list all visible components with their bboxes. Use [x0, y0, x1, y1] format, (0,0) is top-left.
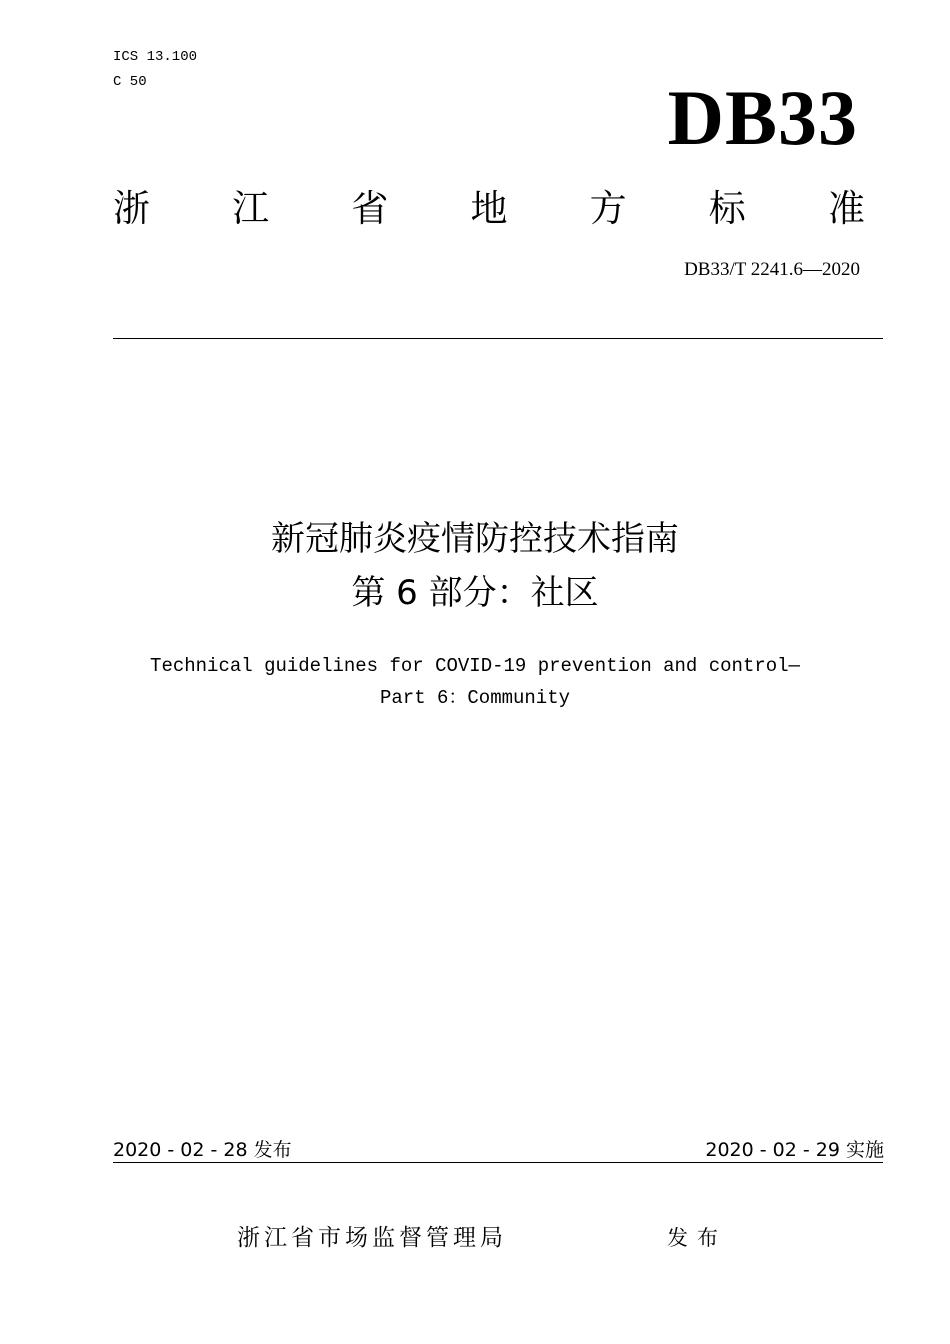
- standard-type-char: 方: [589, 187, 627, 230]
- db33-logo: DB33: [667, 74, 858, 161]
- standard-type-char: 省: [351, 187, 389, 230]
- implementation-date: 2020 - 02 - 29 实施: [705, 1139, 884, 1161]
- title-chinese-line1: 新冠肺炎疫情防控技术指南: [271, 519, 679, 559]
- header-divider: [113, 338, 883, 339]
- standard-number: DB33/T 2241.6—2020: [684, 259, 860, 280]
- standard-type-char: 江: [232, 187, 270, 230]
- ics-code: ICS 13.100: [113, 49, 198, 65]
- standard-type-heading: [113, 186, 865, 232]
- issue-label: 发布: [667, 1226, 727, 1250]
- title-chinese-line2: 第 6 部分：社区: [351, 573, 599, 613]
- standard-type-char: 浙: [113, 187, 150, 230]
- ccs-code: C 50: [113, 74, 147, 90]
- standard-type-char: 地: [470, 187, 508, 230]
- footer-divider: [113, 1162, 883, 1163]
- issuing-authority: 浙江省市场监督管理局: [237, 1225, 507, 1251]
- title-english-line1: Technical guidelines for COVID-19 prevention and control—: [150, 655, 800, 677]
- standard-type-char: 准: [827, 187, 865, 230]
- issue-date: 2020 - 02 - 28 发布: [113, 1139, 292, 1161]
- standard-type-char: 标: [708, 187, 746, 230]
- title-english-line2: Part 6：Community: [379, 687, 571, 709]
